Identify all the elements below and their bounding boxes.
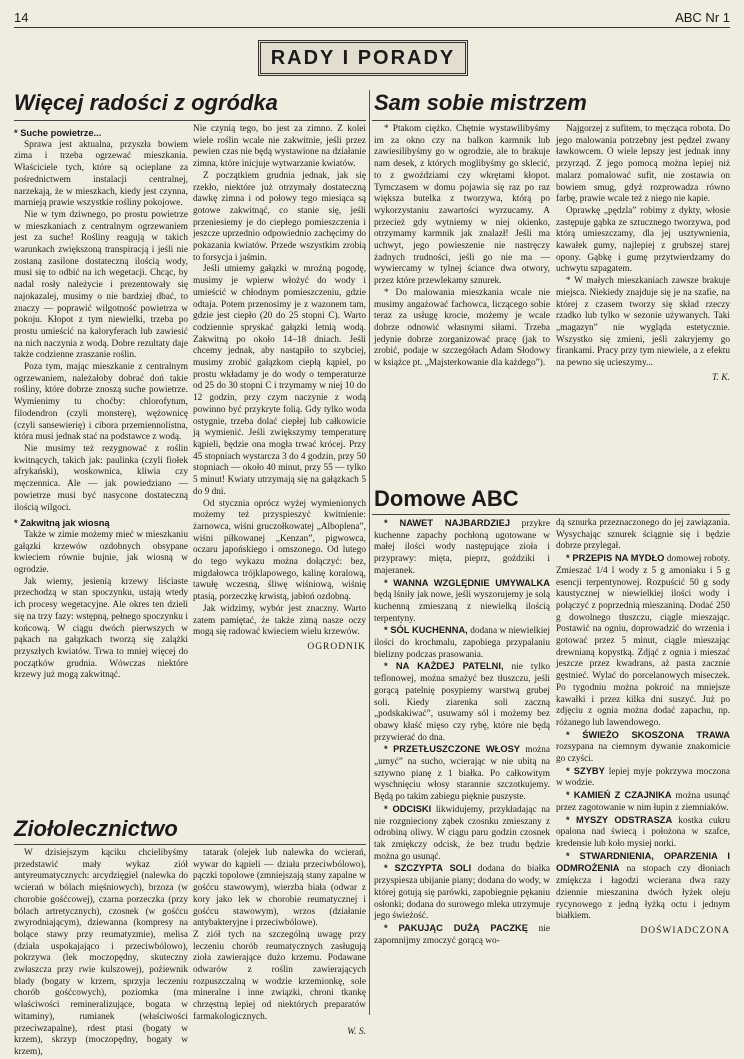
section-banner: RADY I PORADY	[258, 40, 468, 76]
ziolo-title: Ziołolecznictwo	[14, 816, 178, 841]
tip-lead: * PAKUJĄC DUŻĄ PACZKĘ	[384, 922, 528, 933]
tip-item	[556, 766, 730, 790]
page-number: 14	[14, 10, 29, 25]
tip-text: dodana do białka przyspiesza ubijanie piany; dodana do wody, w której gotują się parówki, zapobiegnie pękaniu osłonki; dodana do surowego mleka utrzymuje jego świeżość.	[374, 864, 550, 922]
tip-lead: * SÓL KUCHENNA,	[384, 625, 468, 636]
paragraph: Od stycznia oprócz wyżej wymienionych możemy też przyspieszyć kwitnienie: żarnowca, wiśni gruczołkowatej „Alboplena”, wiśni piłkowanej „Kenzan”, pigwowca, oczaru japońskiego i omszonego. Od lutego do tego wykazu można dołączyć: bez, migdałowca trójklapowego, kalinę koralową, tawułę wczesną, śliwę wiśniową, wiśnię ptasią, porzeczkę krwistą, jabłoń ozdobną.	[193, 498, 366, 603]
running-header	[14, 6, 730, 28]
mistrzem-rule	[372, 120, 730, 121]
tip-text: można „umyć” na sucho, wcierając w nie ubitą na sztywno pianę z 1 białka. Po całkowitym wyschnięciu włosy starannie szczotkujemy. Będą po takim zabiegu pięknie puszyste.	[374, 745, 550, 803]
paragraph: * Ptakom ciężko. Chętnie wystawilibyśmy im za okno czy na balkon karmnik lub zawiesilibyśmy go w ogrodzie, ale to brakuje nam desek, z których moglibyśmy go sklecić, to z gwoździami czy wkrętami kłopot. Tymczasem w domu pojawia się raz po raz większa butelka z tworzywa, którą po wykorzystaniu zawartości wyrzucamy. A przecież gdy wytniemy w niej okienko, otrzymamy karmnik jak znalazł! Jeśli ma uchwyt, jego powieszenie nie nastręczy żadnych trudności, jeśli go nie ma — wywiercamy w tylnej ściance dwa otwory, przez które przewlekamy sznurek.	[374, 124, 550, 287]
tip-text: domowej roboty. Zmieszać 1/4 l wody z 5 g amoniaku i 5 g esencji terpentynowej. Rozpuścić 50 g sody kaustycznej w niewielkiej ilości wody i połączyć z poprzednią mieszaniną. Dodać 250 g dowolnego tłuszczu, ciągle mieszając. Postawić na ogniu, doprowadzić do wrzenia i gotować przez 5 minut, ciągle mieszając drewnianą kopystką. Zdjąć z ognia i mieszać jeszcze przez kwadrans, aż pasta zacznie gęstnieć. Wylać do porcelanowych miseczek. Po tygodniu można pokroić na mniejsze kawałki i przez kilka dni suszyć. Już po zdjęciu z ognia można dodać zapachu, np. różanego lub lawendowego.	[556, 554, 730, 728]
tip-lead: * SZCZYPTA SOLI	[384, 863, 472, 874]
tip-lead: * MYSZY ODSTRASZA	[566, 814, 673, 825]
author-signature: DOŚWIADCZONA	[640, 925, 730, 936]
paragraph: Nie czynią tego, bo jest za zimno. Z kolei wiele roślin wcale nie zakwitnie, jeśli przez pewien czas nie będą wystawione na działanie zimna, które inicjuje wytwarzanie kwiatów.	[193, 124, 366, 170]
mistrzem-column-1	[374, 124, 550, 464]
author-signature: OGRODNIK	[307, 641, 366, 652]
ziolo-rule	[14, 844, 366, 845]
domowe-title: Domowe ABC	[374, 486, 519, 511]
tip-item	[374, 744, 550, 804]
tip-lead: * ODCISKI	[384, 803, 432, 814]
tip-item	[556, 553, 730, 730]
tip-lead: * NA KAŻDEJ PATELNI,	[384, 661, 504, 672]
tip-lead: * PRZEPIS NA MYDŁO	[566, 553, 665, 564]
tip-lead: * STWARDNIENIA, OPARZENIA I ODMROŻENIA	[556, 850, 730, 874]
tip-lead: * KAMIEŃ Z CZAJNIKA	[566, 790, 672, 801]
paragraph: Najgorzej z sufitem, to męcząca robota. Do jego malowania potrzebny jest pędzel zwany ławkowcem. O wiele lepszy jest jednak inny przyrząd. Z jego pomocą można lepiej niż malarz pomalować sufit, nie zostawia on bowiem smug, gdyż rozprowadza równo farbę, prawie wcale też z niego nie kapie.	[556, 124, 730, 205]
tip-lead: * NAWET NAJBARDZIEJ	[384, 518, 510, 528]
tip-item	[556, 815, 730, 851]
tip-item	[374, 863, 550, 923]
center-rule	[369, 90, 370, 1015]
tip-item	[374, 578, 550, 626]
paragraph: Z początkiem grudnia jednak, jak się rzekło, niektóre już otrzymały dostateczną dawkę zimna i od połowy tego miesiąca są gotowe zakwitnąć, co stanie się, jeśli przeniesiemy je do ciepłego pomieszczenia i jeszcze uprzednio odpowiednio zachęcimy do pokazania kwiatów. Przede wszystkim zrobią to forsycja i jaśmin.	[193, 170, 366, 263]
ogrodek-rule	[14, 120, 366, 121]
paragraph: Jeśli utniemy gałązki w mroźną pogodę, musimy je wpierw włożyć do wody i umieścić w chłodnym pomieszczeniu, gdzie odtaja. Potem przenosimy je z wazonem tam, gdzie jest ciepło (20 do 25 stopni C). Warto codziennie spryskać gałązki letnią wodą. Zakwitną po około 14–18 dniach. Jeśli chcemy jednak, aby nastąpiło to szybciej, musimy zrobić gałązkom ciepłą kąpiel, po prostu wkładamy je do wody o temperaturze od 25 do 30 stopni C i trzymamy w niej 10 do 12 godzin, przy czym naczynie z wodą powinno być przykryte folią. Gdy tylko woda ostygnie, trzeba dolać ciepłej lub całkowicie ją wymienić. Jeśli zwiększymy temperaturę kąpieli, będzie ona mogła trwać krócej. Przy 45 stopniach wystarcza 3 do 4 godzin, przy 50 stopniach — około 40 minut, przy 55 — tylko 5 minut! Kwiaty utrzymają się na gałązkach 5 do 9 dni.	[193, 264, 366, 497]
author-signature: T. K.	[711, 372, 730, 383]
tip-text: przykre kuchenne zapachy pochłoną ugotowane w małej ilości wody następujące zioła i przyprawy: mięta, pieprz, goździki i majeranek.	[374, 519, 550, 576]
tip-item	[374, 625, 550, 661]
ogrodek-title: Więcej radości z ogródka	[14, 90, 278, 115]
tip-item	[556, 730, 730, 766]
tip-item	[374, 804, 550, 864]
paragraph: Jak widzimy, wybór jest znaczny. Warto zatem pamiętać, że także zimą nasze oczy mogą się radować kwieciem wielu krzewów.	[193, 603, 366, 638]
ziolo-text-1: W dzisiejszym kąciku chcielibyśmy przedstawić mały wykaz ziół antyreumatycznych: arcydzięgiel (nalewka do wcierań w bólach mięśniowych), brzoza (w chorobie gośćcowej), czarna porzeczka (przy bólach artretycznych), czosnek (w gośćcu zwyrodniającym), dziewanna (kompresy na bolące stawy przy reumatyzmie), melisa (działa uspokajająco i przeciwbólowo), pokrzywa (lek moczopędny, skuteczny zwłaszcza przy rwie kulszowej), pożiewnik blady (bogaty w krzem, sprzyja leczeniu chorób gośćcowych), poziomka (ma właściwości remineralizujące, bogata w witaminy), rumianek (właściwości przeciwzapalne), rdest ptasi (bogaty w krzem), skrzyp (moczopędny, bogaty w krzem),	[14, 848, 188, 1057]
paragraph: * W małych mieszkaniach zawsze brakuje miejsca. Niekiedy znajduje się je na szafie, na której z czasem tworzy się skład rzeczy rzadko lub tylko w sezonie używanych. Taki „magazyn” nie wygląda estetycznie. Wszystko się zmieni, jeśli zakryjemy go firankami. Pracy przy tym niewiele, a z efektu na pewno się ucieszymy...	[556, 276, 730, 369]
domowe-column-2	[556, 518, 730, 1018]
tip-text: kostka cukru opalona nad świecą i położona w szafce, kredensie lub koło mysiej norki.	[556, 815, 730, 849]
paragraph: Oprawkę „pędzla” robimy z dykty, włosie zastępuje gąbka ze sztucznego tworzywa, pod którą umieszczamy, dla jej usztywnienia, kawałek gumy, najlepiej z grubszej starej opony. Gąbkę i gumę przytwierdzamy do uchwytu szpagatem.	[556, 205, 730, 275]
tip-text: nie tylko teflonowej, można smażyć bez tłuszczu, jeśli gorącą patelnię posypiemy warstwą grubej soli. Kiedy ziarenka soli zaczną „podskakiwać”, usuwamy sól i możemy bez obawy kłaść mięso czy rybę, które nie będą przywierać do dna.	[374, 662, 550, 743]
tip-text: będą lśniły jak nowe, jeśli wyszorujemy je solą kuchenną zmieszaną z niewielką ilością terpentyny.	[374, 590, 550, 624]
tip-item	[374, 923, 550, 947]
tip-text: można usunąć przez zagotowanie w nim łupin z ziemniaków.	[556, 791, 731, 813]
tip-item	[556, 790, 730, 814]
tip-text: rozsypana na ciemnym dywanie znakomicie go czyści.	[556, 742, 730, 765]
ziolo-column-2	[193, 848, 366, 1037]
paragraph: * Do malowania mieszkania wcale nie musimy angażować fachowca, liczącego sobie teraz za usługę krocie, możemy je wcale dobrze odnowić własnymi siłami. Trzeba jedynie dobrze zorganizować pracę (jak to zrobić, podaje w szczegółach Adam Słodowy w książce pt. „Majsterkowanie dla każdego”).	[374, 287, 550, 369]
paragraph: Poza tym, mając mieszkanie z centralnym ogrzewaniem, należałoby dobrać doń takie rośliny, które dobrze znoszą suche powietrze. Wymienimy tu choćby: chlorofytum, filodendron (czyli monsterę), wężownicę (czyli sansewierię) i cibora przemiennolistna, która musi jednak stać na podstawce z wodą.	[14, 362, 188, 443]
paragraph: dą sznurka przeznaczonego do jej zawiązania. Wysychając sznurek ściągnie się i będzie dobrze przylegał.	[556, 518, 730, 552]
domowe-column-1	[374, 518, 550, 1018]
tip-lead: * SZYBY	[566, 765, 605, 776]
ziolo-column-1	[14, 848, 188, 1057]
tip-item	[374, 661, 550, 744]
tip-text: nie zapomnijmy zmoczyć gorącą wo-	[374, 923, 550, 946]
tip-text: na stopach czy dłoniach zmiękcza i łagodzi wcierana dwa razy dziennie mieszanina dwóch łyżek oleju rycynowego z jedną łyżką octu i jednym białkiem.	[556, 864, 730, 922]
tip-item	[556, 851, 730, 923]
ziolo-text-2: tatarak (olejek lub nalewka do wcierań, wywar do kąpieli — działa przeciwbólowo), pączki topolowe (zmniejszają stany zapalne w gośćcu stawowym), wierzba biała (odwar z kory jako lek w chorobie reumatycznej i gośćcu stawowym), wrzos (działanie antybakteryjne i przeciwbólowe). Z ziół tych na szczególną uwagę przy leczeniu chorób reumatycznych zasługują zioła zawierające dużo krzemu. Podawane odwarów z roślin zawierających rozpuszczalną w wodzie krzemionkę, sole mineralne i inne związki, chroni tkankę chrzęstną lepiej od niektórych preparatów farmakologicznych. W. S.	[193, 848, 366, 1037]
tip-lead: * ŚWIEŻO SKOSZONA TRAWA	[566, 729, 730, 740]
paragraph: Nie musimy też rezygnować z roślin kwitnących, takich jak: paulinka (czyli fiołek afrykański), woskownica, kliwia czy męczennica. Ale — jak powiedziano — powietrze musi być nasycone dostateczną ilością wilgoci.	[14, 443, 188, 513]
tip-text: lepiej myje pokrzywa moczona w wodzie.	[556, 766, 730, 789]
paragraph: Nie w tym dziwnego, po prostu powietrze w mieszkaniach z centralnym ogrzewaniem jest za suche! Rośliny reagują w takich warunkach zwiększoną transpiracją i jeśli nie zostaną zasilone dostateczną ilością wody, musi się to odbić na ich wegetacji. Chcąc, by nadal rosły należycie i prezentowały się najokazalej, musimy o nie bardziej dbać, to znaczy — poprawić wilgotność powietrza w pokoju. Kłopot z tym niewielki, trzeba po prostu umieścić na kaloryferach lub zawiesić na nich naczynia z wodą. Dobre rezultaty daje także codzienne zraszanie roślin.	[14, 209, 188, 361]
domowe-rule	[372, 514, 730, 515]
subheading: * Suche powietrze...	[14, 128, 102, 138]
tip-lead: * PRZETŁUSZCZONE WŁOSY	[384, 744, 520, 755]
ogrodek-column-2	[193, 124, 366, 804]
tip-text: likwidujemy, przykładając na nie rozgnieciony ząbek czosnku zmieszany z odrobiną oliwy. W ciągu paru godzin czosnek tak zmiękczy odcisk, że bez trudu będzie można go usunąć.	[374, 804, 550, 862]
ogrodek-column-1	[14, 124, 188, 804]
subheading: * Zakwitną jak wiosną	[14, 518, 110, 529]
magazine-issue: ABC Nr 1	[675, 10, 730, 25]
paragraph: Sprawa jest aktualna, przyszła bowiem zima i trzeba ogrzewać mieszkania. Właściciele tych, które są ocieplane za pośrednictwem instalacji centralnej, narzekają, że w mieszkach, kiedy jest czynna, marnieją prawie wszystkie rośliny pokojowe.	[14, 139, 188, 209]
author-signature: W. S.	[347, 1026, 366, 1037]
tip-lead: * WANNA WZGLĘDNIE UMYWALKA	[384, 577, 550, 588]
paragraph: Jak wiemy, jesienią krzewy liściaste przechodzą w stan spoczynku, ustają wtedy ich procesy wegetacyjne. Ale okres ten dzieli się na trzy fazy: wstępną, pełnego spoczynku i końcową. W ciągu dwóch pierwszych w pąkach na gałązkach tworzą się zalążki przyszłych kwiatów. Trwa to mniej więcej do początków grudnia. Wówczas niektóre krzewy już mogą zakwitnąć.	[14, 576, 188, 681]
tip-item	[374, 518, 550, 578]
tip-text: dodana w niewielkiej ilości do krochmalu, zapobiega przypalaniu bielizny podczas prasowania.	[374, 626, 550, 660]
mistrzem-title: Sam sobie mistrzem	[374, 90, 587, 115]
paragraph: Także w zimie możemy mieć w mieszkaniu gałązki krzewów ozdobnych obsypane kwieciem równie bujnie, jak wiosną w ogrodzie.	[14, 529, 188, 576]
mistrzem-column-2	[556, 124, 730, 464]
